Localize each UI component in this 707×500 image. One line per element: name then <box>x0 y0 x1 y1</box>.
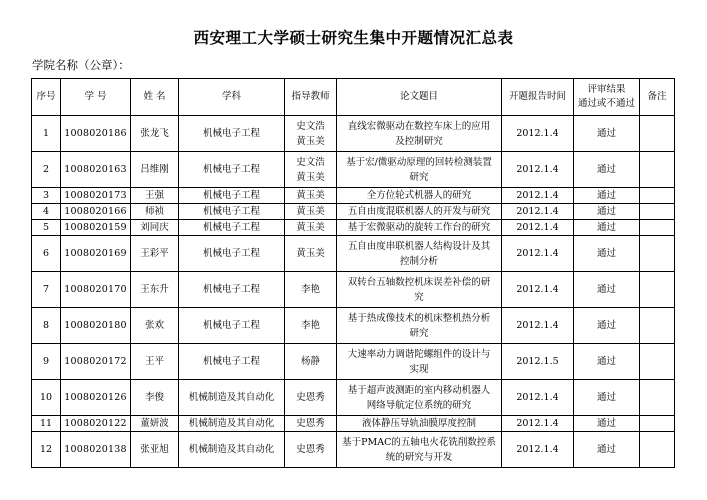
cell-major: 机械电子工程 <box>179 220 285 236</box>
header-major: 学科 <box>179 79 285 116</box>
cell-major: 机械电子工程 <box>179 272 285 308</box>
cell-date: 2012.1.4 <box>502 204 574 220</box>
header-result-line2: 通过或不通过 <box>577 98 635 109</box>
cell-thesis <box>337 116 502 152</box>
cell-thesis <box>337 416 502 432</box>
cell-date: 2012.1.4 <box>502 380 574 416</box>
cell-thesis <box>337 308 502 344</box>
cell-result: 通过 <box>574 344 640 380</box>
cell-name: 董妍波 <box>131 416 179 432</box>
cell-student-id: 1008020126 <box>61 380 131 416</box>
table-row <box>32 344 675 380</box>
cell-result: 通过 <box>574 116 640 152</box>
cell-remark <box>640 116 675 152</box>
cell-name: 王东升 <box>131 272 179 308</box>
cell-thesis <box>337 204 502 220</box>
advisor-line2: 黄玉美 <box>296 135 325 147</box>
cell-major: 机械电子工程 <box>179 308 285 344</box>
cell-remark <box>640 416 675 432</box>
cell-date: 2012.1.4 <box>502 152 574 188</box>
table-row <box>32 116 675 152</box>
cell-date: 2012.1.4 <box>502 272 574 308</box>
table-row <box>32 204 675 220</box>
cell-name: 张亚旭 <box>131 432 179 468</box>
advisor-line1: 史恩秀 <box>296 418 325 429</box>
cell-advisor <box>285 416 337 432</box>
header-seq: 序号 <box>32 79 61 116</box>
cell-remark <box>640 432 675 468</box>
cell-thesis <box>337 432 502 468</box>
table-row <box>32 308 675 344</box>
advisor-line1: 黄玉美 <box>296 222 325 233</box>
cell-seq: 1 <box>32 116 61 152</box>
thesis-line1: 基于热成像技术的机床整机热分析 <box>347 312 491 324</box>
cell-thesis <box>337 152 502 188</box>
cell-thesis <box>337 344 502 380</box>
cell-name: 李俊 <box>131 380 179 416</box>
cell-seq: 2 <box>32 152 61 188</box>
advisor-line1: 黄玉美 <box>296 206 325 217</box>
cell-student-id: 1008020159 <box>61 220 131 236</box>
cell-name: 王彩平 <box>131 236 179 272</box>
cell-result: 通过 <box>574 152 640 188</box>
header-student-id: 学 号 <box>61 79 131 116</box>
cell-advisor <box>285 152 337 188</box>
cell-seq: 5 <box>32 220 61 236</box>
cell-student-id: 1008020138 <box>61 432 131 468</box>
cell-major: 机械电子工程 <box>179 116 285 152</box>
cell-thesis <box>337 272 502 308</box>
thesis-line1: 直线宏微驱动在数控车床上的应用 <box>347 120 491 132</box>
cell-seq: 10 <box>32 380 61 416</box>
thesis-line2: 控制分析 <box>399 255 438 267</box>
cell-result: 通过 <box>574 236 640 272</box>
page-title: 西安理工大学硕士研究生集中开题情况汇总表 <box>193 29 514 47</box>
cell-name: 刘同庆 <box>131 220 179 236</box>
cell-thesis <box>337 220 502 236</box>
cell-result: 通过 <box>574 380 640 416</box>
cell-seq: 12 <box>32 432 61 468</box>
advisor-line1: 史恩秀 <box>296 392 325 403</box>
thesis-line2: 统的研究与开发 <box>385 451 453 463</box>
cell-major: 机械电子工程 <box>179 236 285 272</box>
cell-seq: 11 <box>32 416 61 432</box>
thesis-line1: 基于超声波测距的室内移动机器人 <box>347 384 491 396</box>
cell-remark <box>640 344 675 380</box>
thesis-line2: 究 <box>414 291 424 303</box>
header-thesis: 论文题目 <box>337 79 502 116</box>
table-row <box>32 220 675 236</box>
cell-advisor <box>285 116 337 152</box>
cell-student-id: 1008020169 <box>61 236 131 272</box>
cell-result: 通过 <box>574 188 640 204</box>
thesis-line1: 大速率动力调谐陀螺组件的设计与 <box>347 348 491 360</box>
cell-advisor <box>285 344 337 380</box>
thesis-line2: 实现 <box>409 363 429 375</box>
cell-seq: 7 <box>32 272 61 308</box>
cell-student-id: 1008020166 <box>61 204 131 220</box>
header-name: 姓 名 <box>131 79 179 116</box>
cell-remark <box>640 308 675 344</box>
thesis-line1: 双转台五轴数控机床误差补偿的研 <box>347 276 491 288</box>
cell-major: 机械电子工程 <box>179 344 285 380</box>
header-advisor: 指导教师 <box>285 79 337 116</box>
thesis-line1: 液体静压导轨油膜厚度控制 <box>361 418 476 429</box>
cell-advisor <box>285 236 337 272</box>
advisor-line1: 史文浩 <box>296 120 325 132</box>
cell-name: 师祯 <box>131 204 179 220</box>
cell-remark <box>640 380 675 416</box>
thesis-line1: 全方位轮式机器人的研究 <box>366 190 472 201</box>
advisor-line1: 黄玉美 <box>296 248 325 259</box>
table-row <box>32 236 675 272</box>
table-row <box>32 432 675 468</box>
cell-major: 机械制造及其自动化 <box>179 380 285 416</box>
cell-advisor <box>285 432 337 468</box>
cell-advisor <box>285 380 337 416</box>
cell-remark <box>640 188 675 204</box>
cell-result: 通过 <box>574 204 640 220</box>
table-row <box>32 152 675 188</box>
cell-advisor <box>285 308 337 344</box>
cell-seq: 8 <box>32 308 61 344</box>
cell-student-id: 1008020180 <box>61 308 131 344</box>
cell-seq: 4 <box>32 204 61 220</box>
cell-remark <box>640 204 675 220</box>
cell-thesis <box>337 236 502 272</box>
cell-result: 通过 <box>574 308 640 344</box>
cell-thesis <box>337 380 502 416</box>
cell-seq: 3 <box>32 188 61 204</box>
cell-date: 2012.1.4 <box>502 308 574 344</box>
advisor-line1: 杨静 <box>300 356 320 367</box>
thesis-line2: 网络导航定位系统的研究 <box>366 399 472 411</box>
thesis-line2: 研究 <box>409 327 429 339</box>
cell-date: 2012.1.4 <box>502 432 574 468</box>
cell-name: 王强 <box>131 188 179 204</box>
table-row <box>32 272 675 308</box>
thesis-line2: 研究 <box>409 171 429 183</box>
cell-student-id: 1008020163 <box>61 152 131 188</box>
thesis-line1: 基于PMAC的五轴电火花铣削数控系 <box>342 436 496 448</box>
cell-date: 2012.1.4 <box>502 116 574 152</box>
header-result-line1: 评审结果 <box>587 84 626 95</box>
cell-seq: 9 <box>32 344 61 380</box>
cell-major: 机械电子工程 <box>179 152 285 188</box>
cell-advisor <box>285 204 337 220</box>
cell-date: 2012.1.4 <box>502 220 574 236</box>
cell-advisor <box>285 220 337 236</box>
advisor-line1: 李艳 <box>300 320 320 331</box>
cell-remark <box>640 272 675 308</box>
cell-major: 机械制造及其自动化 <box>179 416 285 432</box>
advisor-line1: 史文浩 <box>296 156 325 168</box>
cell-remark <box>640 236 675 272</box>
cell-major: 机械电子工程 <box>179 204 285 220</box>
cell-advisor <box>285 188 337 204</box>
thesis-line1: 五自由度串联机器人结构设计及其 <box>347 240 491 252</box>
thesis-line1: 基于宏微驱动的旋转工作台的研究 <box>347 222 491 233</box>
table-body <box>32 116 675 468</box>
cell-student-id: 1008020170 <box>61 272 131 308</box>
advisor-line1: 史恩秀 <box>296 444 325 455</box>
header-result <box>574 79 640 116</box>
cell-student-id: 1008020173 <box>61 188 131 204</box>
header-remark: 备注 <box>640 79 675 116</box>
cell-major: 机械制造及其自动化 <box>179 432 285 468</box>
cell-date: 2012.1.4 <box>502 416 574 432</box>
cell-student-id: 1008020122 <box>61 416 131 432</box>
cell-remark <box>640 152 675 188</box>
thesis-line1: 五自由度混联机器人的开发与研究 <box>347 206 491 217</box>
table-row <box>32 380 675 416</box>
advisor-line1: 黄玉美 <box>296 190 325 201</box>
cell-name: 张欢 <box>131 308 179 344</box>
cell-result: 通过 <box>574 432 640 468</box>
cell-name: 吕维刚 <box>131 152 179 188</box>
thesis-line1: 基于宏/微驱动原理的回转检测装置 <box>346 156 492 168</box>
table-row <box>32 416 675 432</box>
cell-seq: 6 <box>32 236 61 272</box>
cell-student-id: 1008020186 <box>61 116 131 152</box>
cell-remark <box>640 220 675 236</box>
cell-result: 通过 <box>574 220 640 236</box>
thesis-line2: 及控制研究 <box>395 135 443 147</box>
advisor-line1: 李艳 <box>300 284 320 295</box>
cell-result: 通过 <box>574 416 640 432</box>
cell-date: 2012.1.5 <box>502 344 574 380</box>
table-header-row <box>32 79 675 116</box>
cell-date: 2012.1.4 <box>502 188 574 204</box>
cell-result: 通过 <box>574 272 640 308</box>
cell-student-id: 1008020172 <box>61 344 131 380</box>
cell-name: 王平 <box>131 344 179 380</box>
advisor-line2: 黄玉美 <box>296 171 325 183</box>
summary-table <box>31 78 675 468</box>
header-date: 开题报告时间 <box>502 79 574 116</box>
cell-name: 张龙飞 <box>131 116 179 152</box>
cell-thesis <box>337 188 502 204</box>
cell-advisor <box>285 272 337 308</box>
college-name-label: 学院名称（公章）： <box>32 58 130 72</box>
cell-date: 2012.1.4 <box>502 236 574 272</box>
table-row <box>32 188 675 204</box>
cell-major: 机械电子工程 <box>179 188 285 204</box>
